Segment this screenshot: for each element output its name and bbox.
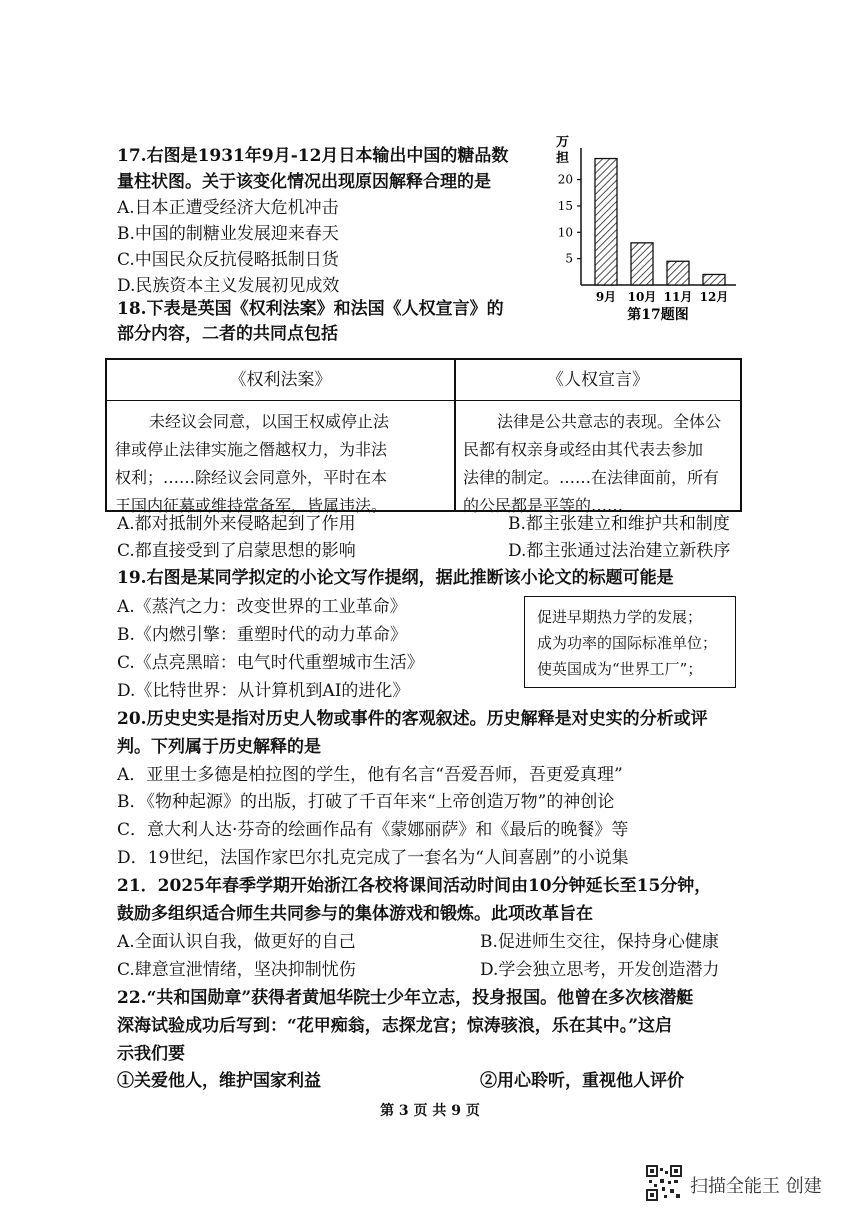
outline-line: 成为功率的国际标准单位； <box>537 634 718 652</box>
table-header-declaration: 《人权宣言》 <box>456 360 740 401</box>
chart-unit-label-top: 万 <box>556 135 570 150</box>
chart-x-tick-label: 12月 <box>699 290 729 304</box>
q22-stem-line3: 示我们要 <box>117 1044 185 1064</box>
table-right-line: 的公民都是平等的…… <box>463 496 624 515</box>
q21-stem-line1: 21．2025年春季学期开始浙江各校将课间活动时间由10分钟延长至15分钟， <box>117 876 712 896</box>
chart-x-tick-label: 10月 <box>627 290 657 304</box>
q20-option-c: C．意大利人达·芬奇的绘画作品有《蒙娜丽萨》和《最后的晚餐》等 <box>117 820 629 840</box>
table-header-bill-of-rights: 《权利法案》 <box>107 360 454 401</box>
q17-option-b: B.中国的制糖业发展迎来春天 <box>117 224 339 244</box>
comparison-table <box>105 358 742 515</box>
q22-stem-line2: 深海试验成功后写到：“花甲痴翁，志探龙宫；惊涛骇浪，乐在其中。”这启 <box>117 1016 673 1036</box>
q18-option-d: D.都主张通过法治建立新秩序 <box>508 541 731 561</box>
table-divider <box>454 360 456 510</box>
q19-stem: 19.右图是某同学拟定的小论文写作提纲，据此推断该小论文的标题可能是 <box>117 568 674 588</box>
q21-option-b: B.促进师生交往，保持身心健康 <box>480 932 719 952</box>
q20-option-a: A．亚里士多德是柏拉图的学生，他有名言“吾爱吾师，吾更爱真理” <box>117 765 623 785</box>
table-cell-right <box>463 408 721 520</box>
q21-stem-line2: 鼓励多组织适合师生共同参与的集体游戏和锻炼。此项改革旨在 <box>117 904 593 924</box>
table-right-line: 法律的制定。……在法律面前，所有 <box>463 468 720 487</box>
table-left-line: 权利；……除经议会同意外，平时在本 <box>115 468 388 487</box>
chart-caption: 第17题图 <box>627 307 689 323</box>
outline-line: 促进早期热力学的发展； <box>537 608 703 626</box>
q19-option-a: A.《蒸汽之力：改变世界的工业革命》 <box>117 597 407 617</box>
q22-item-2: ②用心聆听，重视他人评价 <box>480 1071 684 1091</box>
chart-y-tick-label: 5 <box>565 251 573 266</box>
chart-y-tick-label: 20 <box>557 172 573 187</box>
q20-option-b: B．《物种起源》的出版，打破了千百年来“上帝创造万物”的神创论 <box>117 792 615 812</box>
q18-option-c: C.都直接受到了启蒙思想的影响 <box>117 541 356 561</box>
q22-item-1: ①关爱他人，维护国家利益 <box>117 1071 321 1091</box>
q17-option-c: C.中国民众反抗侵略抵制日货 <box>117 250 339 270</box>
table-left-line: 律或停止法律实施之僭越权力，为非法 <box>115 440 388 459</box>
sugar-export-bar-chart <box>548 128 748 328</box>
chart-y-tick-label: 15 <box>557 198 573 213</box>
q17-option-a: A.日本正遭受经济大危机冲击 <box>117 198 339 218</box>
q21-option-d: D.学会独立思考，开发创造潜力 <box>480 960 720 980</box>
q17-option-d: D.民族资本主义发展初见成效 <box>117 276 340 296</box>
q18-stem-line1: 18.下表是英国《权利法案》和法国《人权宣言》的 <box>117 299 504 319</box>
scanner-brand-text: 扫描全能王 创建 <box>690 1176 822 1197</box>
essay-outline-box <box>524 596 736 688</box>
table-left-line: 未经议会同意，以国王权威停止法 <box>149 412 390 431</box>
q17-stem-line2: 量柱状图。关于该变化情况出现原因解释合理的是 <box>117 172 491 192</box>
q22-stem-line1: 22.“共和国勋章”获得者黄旭华院士少年立志，投身报国。他曾在多次核潜艇 <box>117 988 694 1008</box>
table-right-line: 法律是公共意志的表现。全体公 <box>497 412 722 431</box>
table-cell-left <box>115 408 389 520</box>
qr-code-icon <box>646 1165 682 1201</box>
table-left-line: 王国内征募或维持常备军，皆属违法。 <box>115 496 388 515</box>
chart-bar <box>667 261 689 285</box>
q19-option-c: C.《点亮黑暗：电气时代重塑城市生活》 <box>117 653 424 673</box>
page-footer: 第 3 页 共 9 页 <box>380 1103 480 1119</box>
q21-option-a: A.全面认识自我，做更好的自己 <box>117 932 356 952</box>
q19-option-b: B.《内燃引擎：重塑时代的动力革命》 <box>117 625 407 645</box>
outline-line: 使英国成为“世界工厂”； <box>537 660 703 678</box>
q19-option-d: D.《比特世界：从计算机到AI的进化》 <box>117 681 410 701</box>
chart-unit-label-bottom: 担 <box>556 151 570 166</box>
chart-bar <box>631 243 653 285</box>
chart-bar <box>703 274 725 285</box>
chart-x-tick-label: 9月 <box>595 290 617 304</box>
q20-stem-line1: 20.历史史实是指对历史人物或事件的客观叙述。历史解释是对史实的分析或评 <box>117 709 708 729</box>
q18-option-b: B.都主张建立和维护共和制度 <box>508 514 730 534</box>
q20-stem-line2: 判。下列属于历史解释的是 <box>117 737 321 757</box>
chart-x-tick-label: 11月 <box>663 290 693 304</box>
q20-option-d: D．19世纪，法国作家巴尔扎克完成了一套名为“人间喜剧”的小说集 <box>117 848 629 868</box>
q18-option-a: A.都对抵制外来侵略起到了作用 <box>117 514 356 534</box>
chart-bar <box>595 159 617 285</box>
q17-stem-line1: 17.右图是1931年9月-12月日本输出中国的糖品数 <box>117 146 509 166</box>
q21-option-c: C.肆意宣泄情绪，坚决抑制忧伤 <box>117 960 356 980</box>
table-right-line: 民都有权亲身或经由其代表去参加 <box>463 440 704 459</box>
q18-stem-line2: 部分内容，二者的共同点包括 <box>117 324 338 344</box>
chart-y-tick-label: 10 <box>557 225 573 240</box>
